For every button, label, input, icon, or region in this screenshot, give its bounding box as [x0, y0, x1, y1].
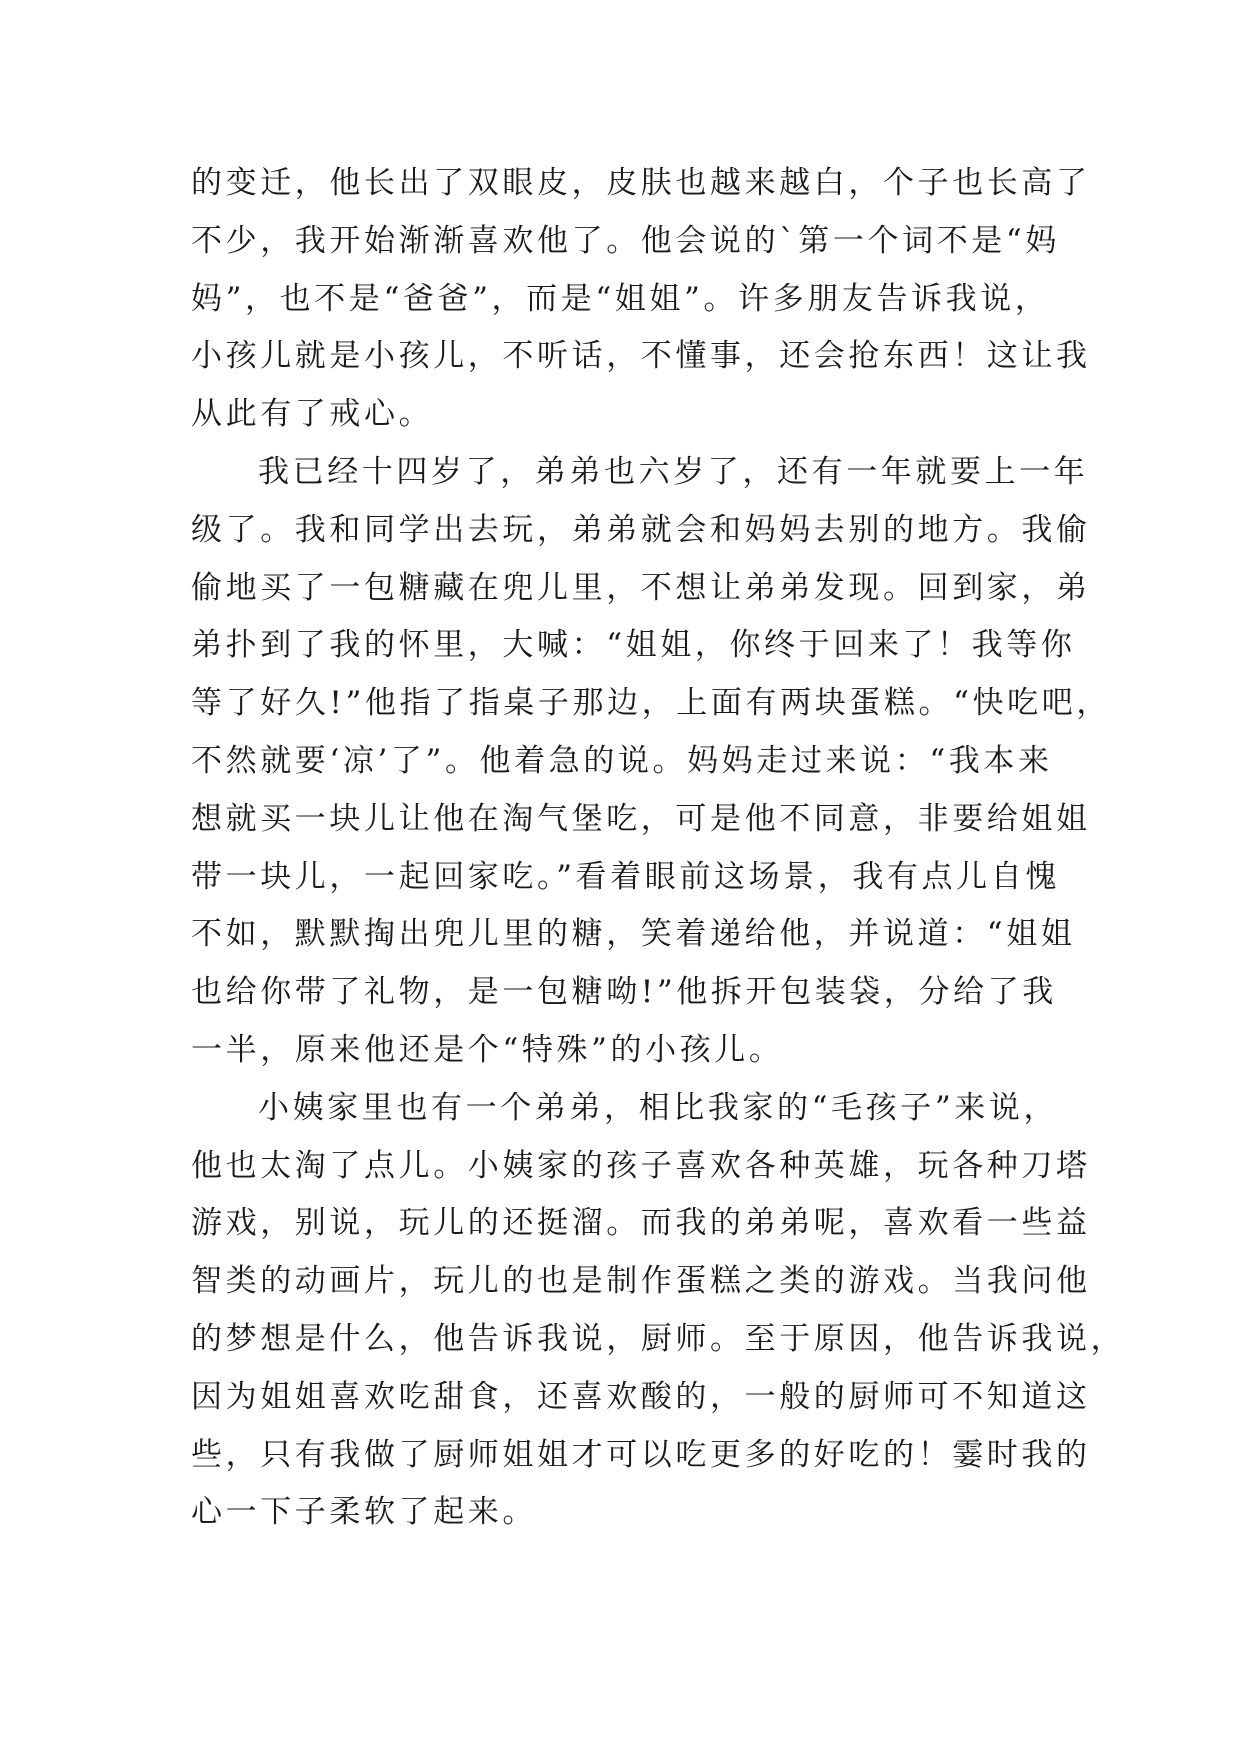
text-line: 不如，默默掏出兜儿里的糖，笑着递给他，并说道：“姐姐 — [191, 916, 1076, 953]
text-line: 小孩儿就是小孩儿，不听话，不懂事，还会抢东西！这让我 — [191, 338, 1091, 375]
text-line: 因为姐姐喜欢吃甜食，还喜欢酸的，一般的厨师可不知道这 — [191, 1378, 1091, 1415]
text-line: 不少，我开始渐渐喜欢他了。他会说的`第一个词不是“妈 — [191, 222, 1060, 259]
text-line: 也给你带了礼物，是一包糖呦!”他拆开包装袋，分给了我 — [191, 974, 1057, 1011]
text-line: 妈”，也不是“爸爸”，而是“姐姐”。许多朋友告诉我说， — [191, 280, 1050, 317]
text-line: 一半，原来他还是个“特殊”的小孩儿。 — [191, 1031, 784, 1068]
text-line: 偷地买了一包糖藏在兜儿里，不想让弟弟发现。回到家，弟 — [191, 569, 1091, 606]
text-line: 从此有了戒心。 — [191, 396, 434, 433]
text-line: 心一下子柔软了起来。 — [191, 1494, 537, 1531]
text-line: 的变迁，他长出了双眼皮，皮肤也越来越白，个子也长高了 — [191, 165, 1091, 201]
text-line: 等了好久!”他指了指桌子那边，上面有两块蛋糕。“快吃吧， — [191, 685, 1111, 722]
text-line: 想就买一块儿让他在淘气堡吃，可是他不同意，非要给姐姐 — [191, 800, 1091, 837]
paragraph-first-line: 我已经十四岁了，弟弟也六岁了，还有一年就要上一年 — [258, 453, 1089, 490]
text-line: 智类的动画片，玩儿的也是制作蛋糕之类的游戏。当我问他 — [191, 1263, 1091, 1300]
text-line: 级了。我和同学出去玩，弟弟就会和妈妈去别的地方。我偷 — [191, 511, 1091, 548]
text-line: 游戏，别说，玩儿的还挺溜。而我的弟弟呢，喜欢看一些益 — [191, 1205, 1091, 1242]
text-line: 的梦想是什么，他告诉我说，厨师。至于原因，他告诉我说， — [191, 1320, 1126, 1357]
body-text — [191, 155, 1126, 1542]
text-line: 弟扑到了我的怀里，大喊：“姐姐，你终于回来了！我等你 — [191, 627, 1076, 664]
text-line: 不然就要‘凉’了”。他着急的说。妈妈走过来说：“我本来 — [191, 742, 1053, 779]
text-line: 他也太淘了点儿。小姨家的孩子喜欢各种英雄，玩各种刀塔 — [191, 1147, 1091, 1184]
text-line: 带一块儿，一起回家吃。”看着眼前这场景，我有点儿自愧 — [191, 858, 1060, 895]
text-line: 些，只有我做了厨师姐姐才可以吃更多的好吃的！霎时我的 — [191, 1436, 1091, 1473]
paragraph-first-line: 小姨家里也有一个弟弟，相比我家的“毛孩子”来说， — [258, 1089, 1059, 1126]
